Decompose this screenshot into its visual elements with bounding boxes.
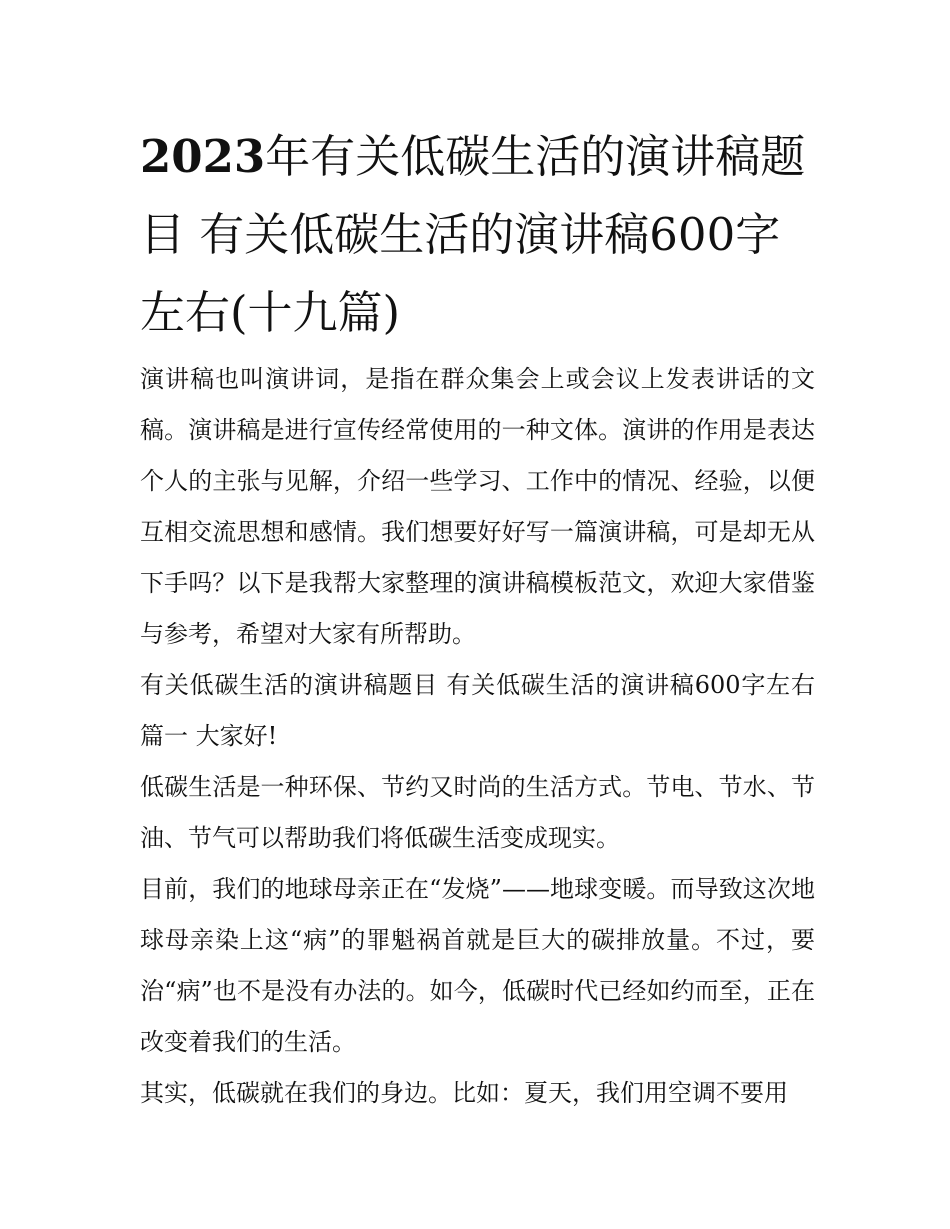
title-block (140, 118, 815, 352)
title-year: 2023 (140, 130, 266, 183)
body-paragraph-3: 其实，低碳就在我们的身边。比如：夏天，我们用空调不要用 (140, 1079, 788, 1107)
title-text: 年有关低碳生活的演讲稿题目 有关低碳生活的演讲稿600字左右(十九篇) (140, 130, 806, 339)
body-paragraph-2: 目前，我们的地球母亲正在“发烧”——地球变暖。而导致这次地球母亲染上这“病”的罪魁祸首就是巨大的碳排放量。不过，要治“病”也不是没有办法的。如今，低碳时代已经如约而至，正在改变着我们的生活。 (140, 875, 815, 1056)
document-title (140, 118, 815, 352)
section-heading-paragraph: 有关低碳生活的演讲稿题目 有关低碳生活的演讲稿600字左右篇一 大家好! (140, 671, 815, 750)
document-body (140, 118, 815, 1119)
body-paragraph-1: 低碳生活是一种环保、节约又时尚的生活方式。节电、节水、节油、节气可以帮助我们将低碳生活变成现实。 (140, 773, 815, 852)
intro-paragraph: 演讲稿也叫演讲词，是指在群众集会上或会议上发表讲话的文稿。演讲稿是进行宣传经常使用的一种文体。演讲的作用是表达个人的主张与见解，介绍一些学习、工作中的情况、经验，以便互相交流思想和感情。我们想要好好写一篇演讲稿，可是却无从下手吗？以下是我帮大家整理的演讲稿模板范文，欢迎大家借鉴与参考，希望对大家有所帮助。 (140, 365, 815, 648)
